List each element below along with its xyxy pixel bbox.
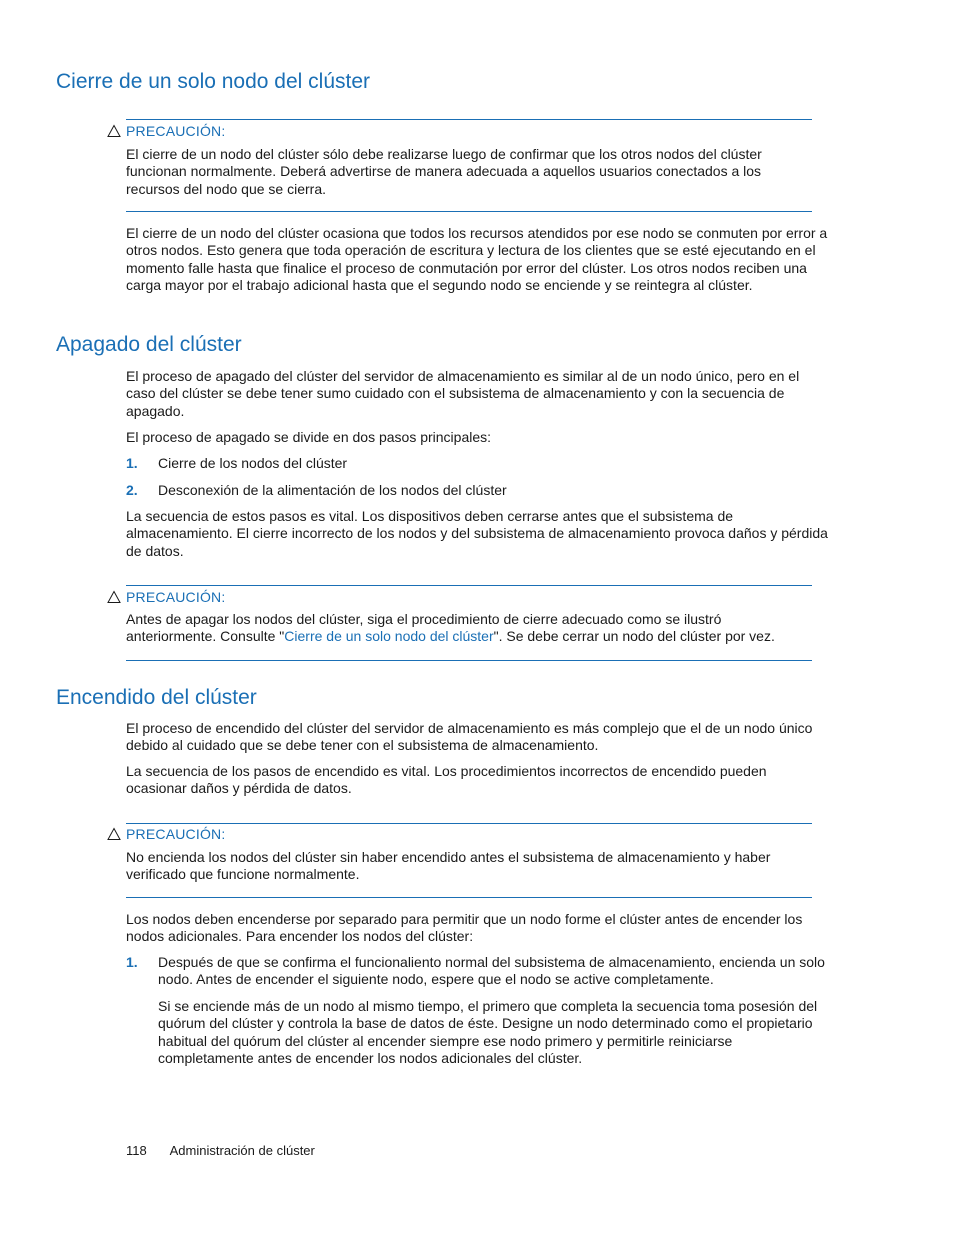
- list-item-number: 1.: [126, 954, 138, 970]
- caution-text-after: ". Se debe cerrar un nodo del clúster por vez.: [493, 628, 775, 645]
- chapter-title: Administración de clúster: [169, 1143, 315, 1158]
- list-item-number: 2.: [126, 482, 138, 498]
- caution-label: PRECAUCIÓN:: [126, 826, 226, 842]
- caution-text-before: Antes de apagar los nodos del clúster, siga el procedimiento de cierre adecuado como se ilustró anteriormente. Consulte ": [126, 611, 722, 645]
- paragraph: El cierre de un nodo del clúster ocasiona que todos los recursos atendidos por ese nodo se conmuten por error a otros nodos. Esto genera que toda operación de escritura y lectura de los clientes que se esté ejecutando en el momento falle hasta que finalice el proceso de conmutación por error del clúster. Los otros nodos reciben una carga mayor por el trabajo adicional hasta que el segundo nodo se enciende y se reintegra al clúster.: [126, 225, 828, 293]
- paragraph: El proceso de apagado del clúster del servidor de almacenamiento es similar al de un nodo único, pero en el caso del clúster se debe tener sumo cuidado con el subsistema de almacenamiento y con la secuencia de apagado.: [126, 368, 800, 419]
- caution-bottom-rule: [126, 897, 812, 898]
- cross-reference-link[interactable]: Cierre de un solo nodo del clúster: [284, 628, 494, 645]
- list-item-text: Desconexión de la alimentación de los nodos del clúster: [158, 482, 507, 498]
- caution-header: [107, 588, 225, 606]
- section-heading-cierre-nodo: Cierre de un solo nodo del clúster: [56, 70, 371, 93]
- caution-label: PRECAUCIÓN:: [126, 589, 226, 605]
- caution-header: [107, 825, 225, 843]
- caution-label: PRECAUCIÓN:: [126, 123, 226, 139]
- warning-triangle-icon: [107, 590, 121, 604]
- list-item-text: Después de que se confirma el funcionaliento normal del subsistema de almacenamiento, encienda un solo nodo. Antes de encender el siguiente nodo, espere que el nodo se active completamente.: [158, 954, 825, 988]
- caution-text: No encienda los nodos del clúster sin haber encendido antes el subsistema de almacenamiento y haber verificado que funcione normalmente.: [126, 849, 771, 883]
- caution-top-rule: [126, 119, 812, 120]
- caution-top-rule: [126, 823, 812, 824]
- list-item-text: Cierre de los nodos del clúster: [158, 455, 348, 471]
- caution-text: El cierre de un nodo del clúster sólo debe realizarse luego de confirmar que los otros nodos del clúster funcionan normalmente. Deberá advertirse de manera adecuada a aquellos usuarios conectados a los recursos del nodo que se cierra.: [126, 146, 762, 197]
- list-item: [126, 954, 831, 989]
- paragraph: La secuencia de los pasos de encendido es vital. Los procedimientos incorrectos de encendido pueden ocasionar daños y pérdida de datos.: [126, 763, 767, 797]
- list-item-number: 1.: [126, 455, 138, 471]
- list-item: [126, 482, 831, 499]
- caution-header: [107, 122, 225, 140]
- warning-triangle-icon: [107, 124, 121, 138]
- list-item-note: Si se enciende más de un nodo al mismo tiempo, el primero que completa la secuencia toma posesión del quórum del clúster y controla la base de datos de éste. Designe un nodo determinado como el propietario habitual del quórum del clúster al encender siempre ese nodo primero y permitirle reiniciarse completamente antes de encender los nodos adicionales del clúster.: [158, 998, 818, 1066]
- page-footer: [126, 1143, 315, 1158]
- paragraph: La secuencia de estos pasos es vital. Los dispositivos deben cerrarse antes que el subsistema de almacenamiento. El cierre incorrecto de los nodos y del subsistema de almacenamiento provoca daños y pérdida de datos.: [126, 508, 828, 559]
- warning-triangle-icon: [107, 827, 121, 841]
- caution-bottom-rule: [126, 660, 812, 661]
- section-heading-encendido: Encendido del clúster: [56, 686, 257, 709]
- page-number: 118: [126, 1143, 147, 1158]
- paragraph: Los nodos deben encenderse por separado para permitir que un nodo forme el clúster antes de encender los nodos adicionales. Para encender los nodos del clúster:: [126, 911, 803, 945]
- caution-bottom-rule: [126, 211, 812, 212]
- list-item: [126, 455, 831, 472]
- caution-top-rule: [126, 585, 812, 586]
- caution-text: [126, 611, 812, 646]
- section-heading-apagado: Apagado del clúster: [56, 333, 242, 356]
- paragraph: El proceso de encendido del clúster del servidor de almacenamiento es más complejo que el de un nodo único debido al cuidado que se debe tener con el subsistema de almacenamiento.: [126, 720, 813, 754]
- paragraph: El proceso de apagado se divide en dos pasos principales:: [126, 429, 492, 445]
